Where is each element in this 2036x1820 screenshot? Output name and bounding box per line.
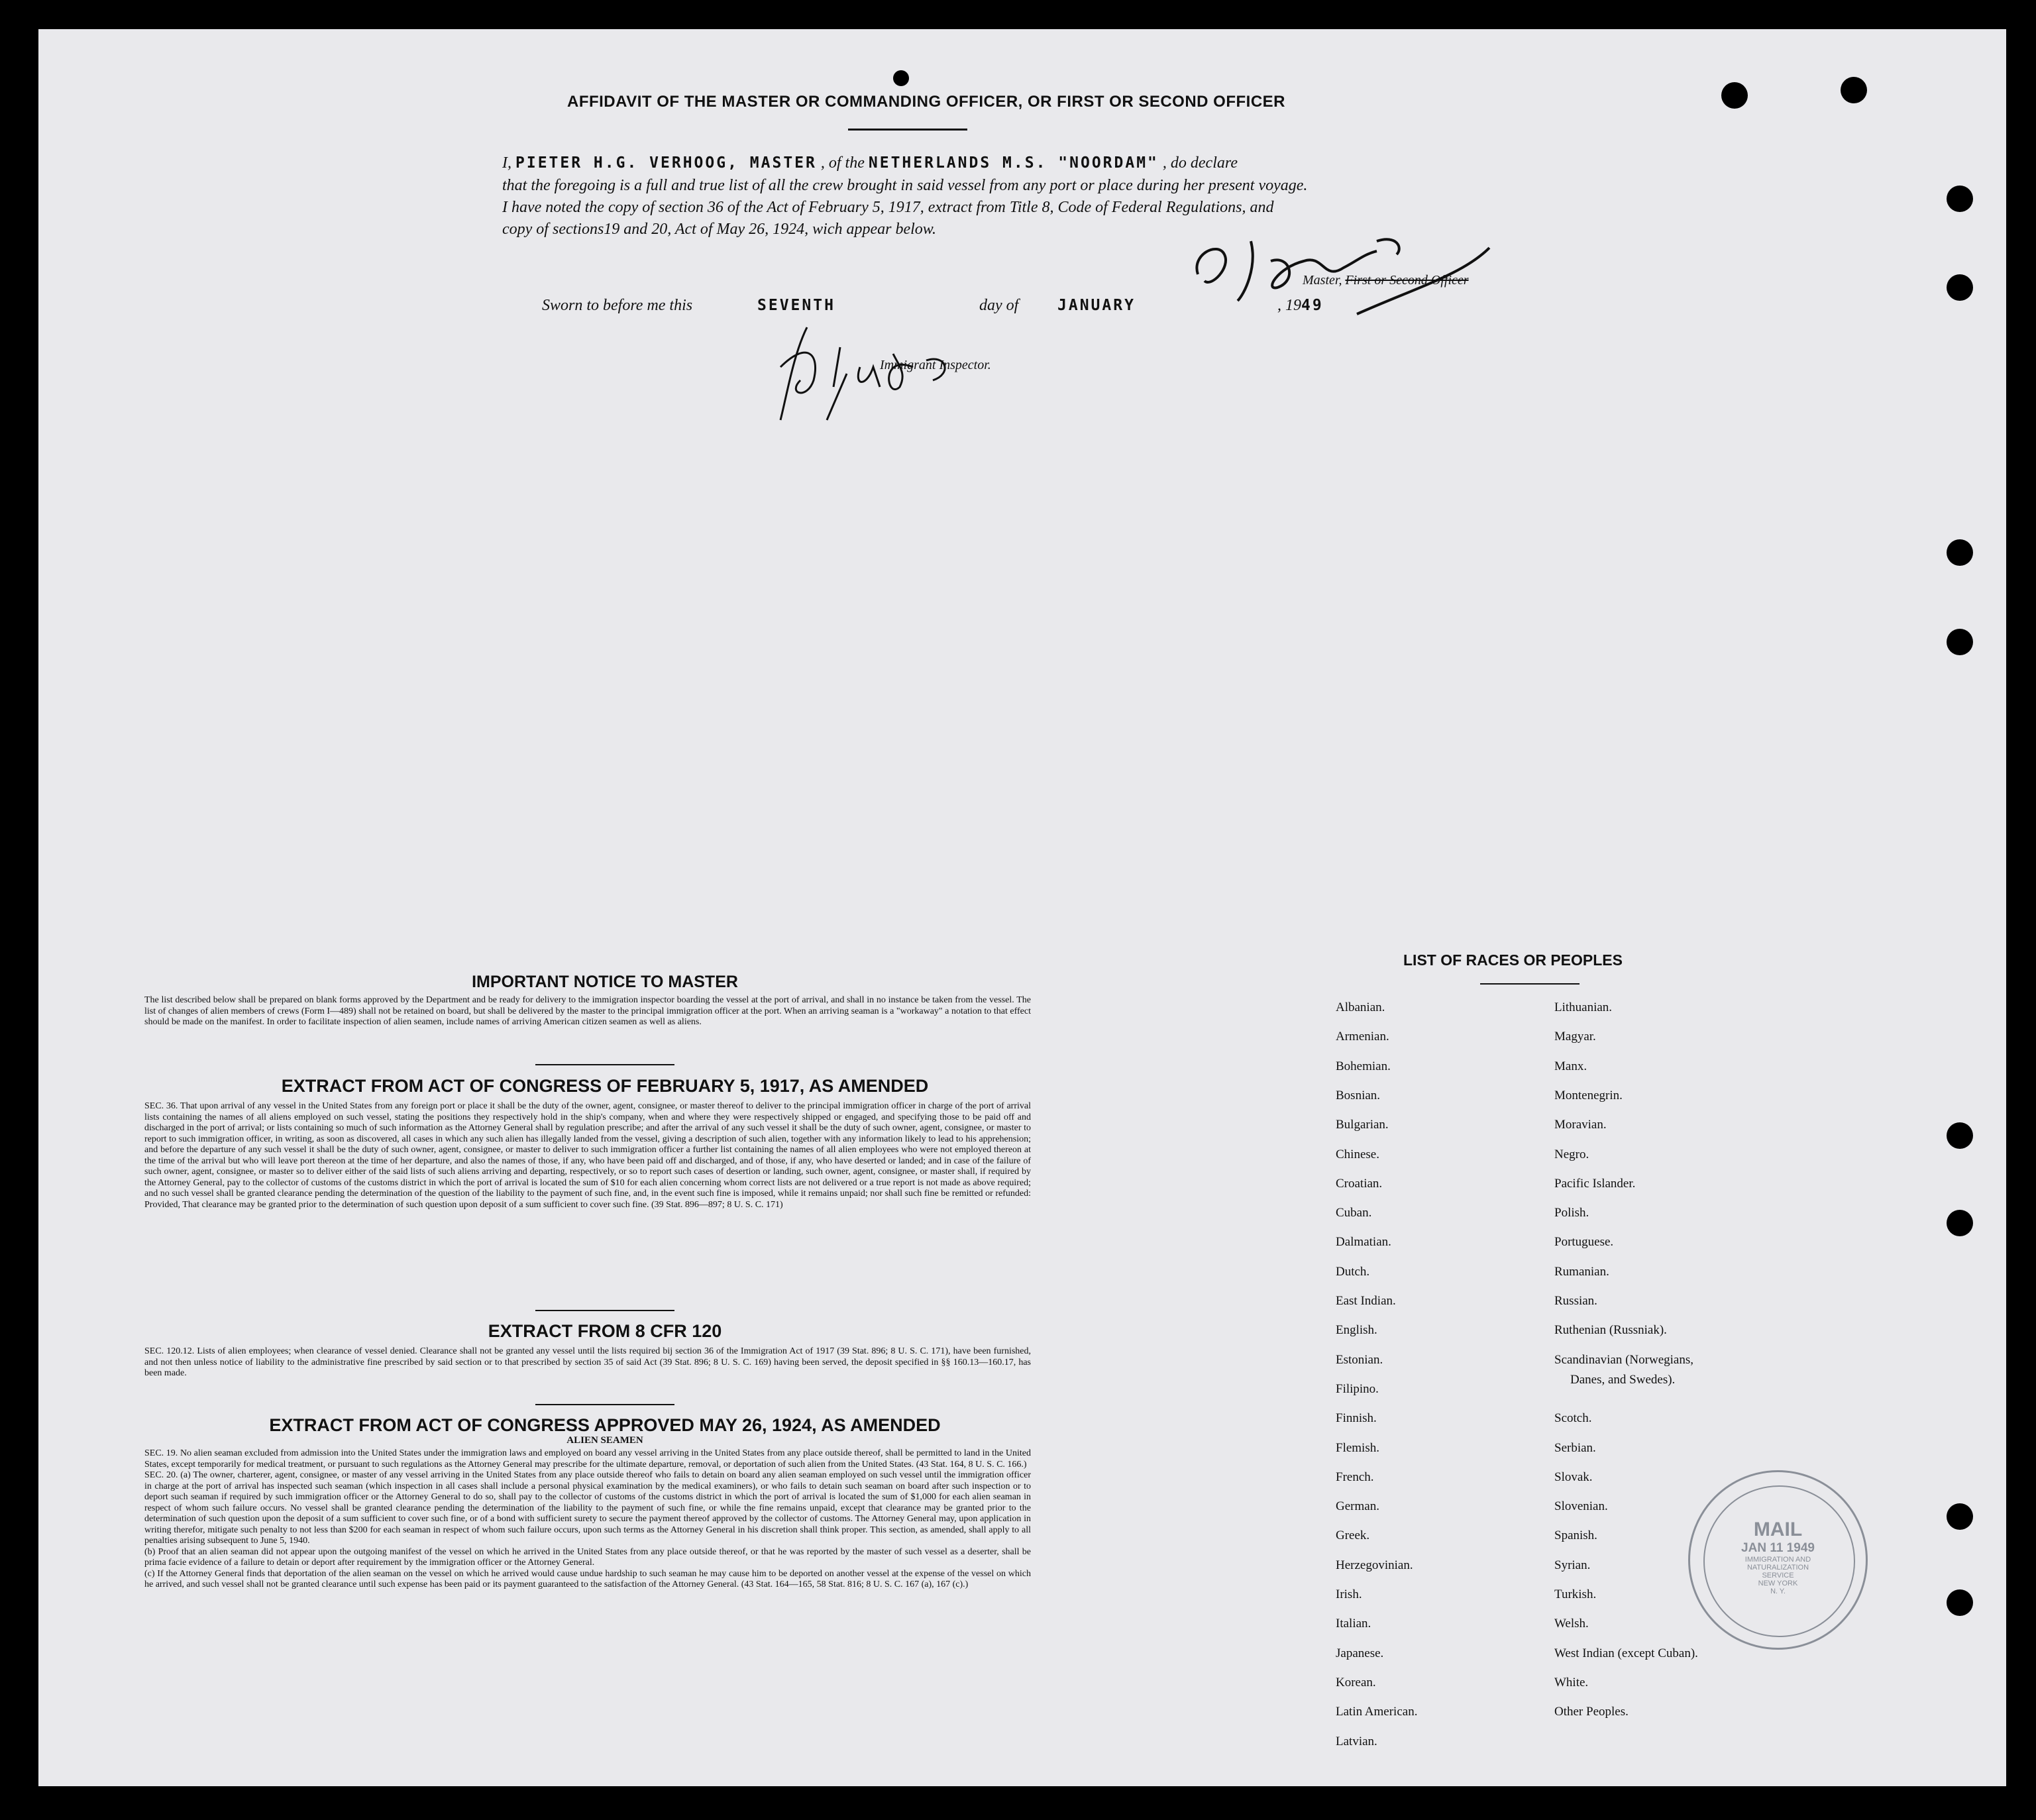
sec19-text: SEC. 19. No alien seaman excluded from admission into the United States under the immigration laws and employed on board any vessel arriving in the United States from any place outside thereof, shall be permitted to land in the United States, except temporarily for medical treatment, or pursuant to such regulations as the Attorney General may prescribe for the ultimate departure, removal, or deportation of such alien from the United States. (43 Stat. 164, 8 U. S. C. 166.) [144, 1448, 1031, 1470]
extract-1917-heading: EXTRACT FROM ACT OF CONGRESS OF FEBRUARY 5, 1917, AS AMENDED [281, 1076, 929, 1096]
punch-hole [1841, 77, 1867, 103]
stamp-date: JAN 11 1949 [1741, 1541, 1815, 1555]
race-item: Spanish. [1554, 1528, 1597, 1543]
stamp-agency-1: IMMIGRATION AND [1744, 1556, 1811, 1564]
punch-hole [1947, 1589, 1973, 1616]
sworn-day: SEVENTH [757, 297, 835, 314]
stamp-state: N. Y. [1770, 1587, 1786, 1595]
divider [1480, 983, 1580, 985]
notice-body: The list described below shall be prepared on blank forms approved by the Department and be ready for delivery to the immigration inspector boarding the vessel at the port of arrival, and shall in no instance be taken from the vessel. The list of changes of alien members of crews (Form I—489) shall not be retained on board, but shall be delivered by the master to the principal immigration officer at the port. When an arriving seaman is a "workaway" a notation to that effect should be made on the manifest. In order to facilitate inspection of alien seamen, include names of arriving American citizen seamen as well as aliens. [144, 995, 1031, 1027]
race-item: Greek. [1336, 1528, 1370, 1543]
race-item: Italian. [1336, 1617, 1371, 1631]
race-item: Latvian. [1336, 1734, 1377, 1748]
sworn-month: JANUARY [1057, 297, 1136, 314]
punch-hole [1947, 186, 1973, 212]
race-item: Latin American. [1336, 1705, 1418, 1719]
punch-hole [1947, 539, 1973, 566]
divider [848, 129, 967, 131]
race-item: Polish. [1554, 1206, 1589, 1220]
race-item: Montenegrin. [1554, 1088, 1623, 1102]
race-item: Manx. [1554, 1059, 1587, 1073]
race-item: Other Peoples. [1554, 1705, 1629, 1719]
race-item: Welsh. [1554, 1617, 1589, 1631]
race-item: Bohemian. [1336, 1059, 1391, 1073]
race-item: Slovak. [1554, 1470, 1593, 1484]
race-item: Scandinavian (Norwegians, [1554, 1352, 1693, 1367]
race-item: Lithuanian. [1554, 1000, 1613, 1014]
race-item: Magyar. [1554, 1030, 1596, 1044]
races-heading: LIST OF RACES OR PEOPLES [1403, 951, 1623, 969]
signature-title: Master, First or Second Officer [1303, 273, 1469, 288]
punch-hole [1947, 1503, 1973, 1530]
race-item: Russian. [1554, 1294, 1597, 1308]
divider [535, 1064, 674, 1065]
race-item: Cuban. [1336, 1206, 1372, 1220]
race-item: Dalmatian. [1336, 1235, 1391, 1250]
race-item: Slovenian. [1554, 1499, 1608, 1514]
race-item: East Indian. [1336, 1294, 1396, 1308]
sec20c-text: (c) If the Attorney General finds that deportation of the alien seaman on the vessel on which he arrived would cause undue hardship to such seaman he may cause him to be deported on another vessel at the expense of the vessel on which he arrived, and such vessel shall not be granted clearance until such expense has been paid or its payment guaranteed to the satisfaction of the Attorney General. (43 Stat. 164—165, 58 Stat. 816; 8 U. S. C. 167 (a), 167 (c).) [144, 1568, 1031, 1589]
declaration-line-3: I have noted the copy of section 36 of the Act of February 5, 1917, extract from Title 8, Code of Federal Regulations, and [502, 199, 1274, 216]
race-item: Syrian. [1554, 1558, 1591, 1572]
sworn-year: , 1949 [1277, 297, 1324, 314]
sworn-text: Sworn to before me this [542, 297, 693, 314]
race-item: Irish. [1336, 1587, 1362, 1601]
race-item: West Indian (except Cuban). [1554, 1646, 1698, 1660]
race-item: Portuguese. [1554, 1235, 1614, 1250]
race-item: Pacific Islander. [1554, 1176, 1636, 1191]
race-item: Bulgarian. [1336, 1118, 1389, 1132]
race-item: Filipino. [1336, 1381, 1379, 1396]
race-item: Scotch. [1554, 1411, 1592, 1426]
race-item: Flemish. [1336, 1440, 1379, 1455]
race-item: Albanian. [1336, 1000, 1385, 1014]
stamp-location: NEW YORK [1758, 1579, 1798, 1587]
race-item: Croatian. [1336, 1176, 1383, 1191]
race-item: Dutch. [1336, 1264, 1370, 1279]
race-item: Rumanian. [1554, 1264, 1609, 1279]
race-item: Bosnian. [1336, 1088, 1381, 1102]
race-item: Finnish. [1336, 1411, 1377, 1426]
race-item: Negro. [1554, 1147, 1589, 1161]
day-of-label: day of [979, 297, 1019, 314]
punch-hole [1947, 629, 1973, 655]
declaration-line-1: I, PIETER H.G. VERHOOG, MASTER , of the NETHERLANDS M.S. "NOORDAM" , do declare [502, 154, 1238, 172]
race-item: Ruthenian (Russniak). [1554, 1323, 1667, 1338]
race-item: English. [1336, 1323, 1377, 1338]
extract-1917-body: SEC. 36. That upon arrival of any vessel in the United States from any foreign port or place it shall be the duty of the owner, agent, consignee, or master thereof to deliver to the principal immigration officer in charge of the port of arrival lists containing the names of all aliens employed on such vessel, stating the positions they respectively hold in the ship's company, when and where they were respectively shipped or engaged, and specifying those to be paid off and discharged in the port of arrival; or lists containing so much of such information as the Attorney General shall by regulation prescribe; and after the arrival of any such vessel it shall be the duty of such owner, agent, consignee, or master to report to such immigration officer, in writing, as soon as discovered, all cases in which any such alien has illegally landed from the vessel, giving a description of such alien, together with any information likely to lead to his apprehension; and before the departure of any such vessel it shall be the duty of such owner, agent, consignee, or master to deliver to such immigration officer a further list containing the names of all alien employees who were not employed thereon at the time of the arrival but who will leave port thereon at the time of her departure, and also the names of those, if any, who have been paid off and discharged, and of those, if any, who have deserted or landed; and in case of the failure of such owner, agent, consignee, or master so to deliver either of the said lists of such aliens arriving and departing, respectively, or so to report such cases of desertion or landing, such owner, agent, consignee, or master shall, if required by the Attorney General, pay to the collector of customs of the customs district in which the port of arrival is located the sum of $10 for each alien concerning whom correct lists are not delivered or a true report is not made as above required; and no such vessel shall be granted clearance pending the determination of the question of the liability to the payment of such fine, and, in the event such fine is imposed, while it remains unpaid; nor shall such fine be remitted or refunded: Provided, That clearance may be granted prior to the determination of such question upon deposit of a sum sufficient to cover such fine. (39 Stat. 896—897; 8 U. S. C. 171) [144, 1101, 1031, 1210]
master-name: PIETER H.G. VERHOOG, MASTER [515, 154, 817, 172]
inspector-label: Immigrant Inspector. [880, 358, 991, 372]
race-item: Estonian. [1336, 1352, 1383, 1367]
extract-1924-body [144, 1448, 1031, 1591]
race-item: White. [1554, 1675, 1589, 1689]
sec20b-text: (b) Proof that an alien seaman did not appear upon the outgoing manifest of the vessel on which he arrived in the United States from any place outside thereof, or that he was reported by the master of such vessel as a deserter, shall be prima facie evidence of a failure to detain or deport after requirement by the immigration officer or the Attorney General. [144, 1546, 1031, 1568]
extract-1924-subheading: ALIEN SEAMEN [566, 1435, 643, 1446]
punch-hole [1947, 274, 1973, 301]
affidavit-title: AFFIDAVIT OF THE MASTER OR COMMANDING OFFICER, OR FIRST OR SECOND OFFICER [566, 93, 1286, 111]
sec20a-text: SEC. 20. (a) The owner, charterer, agent, consignee, or master of any vessel arriving in the United States from any place outside thereof who fails to detain on board any alien seaman employed on such vessel until the immigration officer in charge at the port of arrival has inspected such seaman (which inspection in all cases shall include a personal physical examination by the medical examiners), or who fails to detain such seaman on board after such inspection or to deport such seaman if required by such immigration officer or the Attorney General to do so, shall pay to the collector of customs of the customs district in which the port of arrival is located the sum of $1,000 for each alien seaman in respect of whom such failure occurs. No vessel shall be granted clearance pending the determination of the liability to the payment of such fine, or while the fine remains unpaid, except that clearance may be granted prior to the determination of such question upon the deposit of a sum sufficient to cover such fine, or of a bond with sufficient surety to secure the payment thereof approved by the collector of customs. The Attorney General may, upon application in writing therefor, mitigate such penalty to not less than $200 for each seaman in respect of whom such failure occurs, upon such terms as the Attorney General in his discretion shall think proper. This section, as amended, shall apply to all penalties arising subsequent to June 5, 1940. [144, 1470, 1031, 1546]
punch-hole [1947, 1210, 1973, 1236]
master-signature [1178, 215, 1496, 327]
document-sheet [38, 29, 2006, 1786]
race-item: Armenian. [1336, 1030, 1389, 1044]
stamp-agency-3: SERVICE [1762, 1572, 1794, 1579]
declaration-line-2: that the foregoing is a full and true list of all the crew brought in said vessel from any port or place during her present voyage. [502, 177, 1308, 194]
race-item: Danes, and Swedes). [1570, 1372, 1676, 1387]
declaration-line-4: copy of sections19 and 20, Act of May 26, 1924, wich appear below. [502, 221, 937, 238]
race-item: Serbian. [1554, 1440, 1596, 1455]
race-item: Turkish. [1554, 1587, 1597, 1601]
divider [535, 1310, 674, 1311]
stamp-mail: MAIL [1753, 1519, 1803, 1540]
notice-heading: IMPORTANT NOTICE TO MASTER [472, 973, 738, 991]
race-item: Herzegovinian. [1336, 1558, 1413, 1572]
extract-1924-heading: EXTRACT FROM ACT OF CONGRESS APPROVED MAY 26, 1924, AS AMENDED [269, 1415, 941, 1435]
race-item: Japanese. [1336, 1646, 1384, 1660]
punch-hole [893, 70, 909, 86]
punch-hole [1947, 1122, 1973, 1149]
race-item: French. [1336, 1470, 1374, 1484]
stamp-agency-2: NATURALIZATION [1746, 1564, 1809, 1572]
race-item: Korean. [1336, 1675, 1376, 1689]
divider [535, 1404, 674, 1405]
stamp-inner-ring [1703, 1485, 1855, 1637]
race-item: Chinese. [1336, 1147, 1379, 1161]
extract-cfr-body: SEC. 120.12. Lists of alien employees; when clearance of vessel denied. Clearance shall not be granted any vessel until the lists required bij section 36 of the Immigration Act of 1917 (39 Stat. 896; 8 U. S. C. 171), have been furnished, and not then unless notice of liability to the administrative fine prescribed by said section or to that prescribed by section 35 of said Act (39 Stat. 896; 8 U. S. C. 169) having been served, the deposit specified in §§ 160.13—160.17, has been made. [144, 1346, 1031, 1378]
vessel-name: NETHERLANDS M.S. "NOORDAM" [868, 154, 1159, 172]
extract-cfr-heading: EXTRACT FROM 8 CFR 120 [488, 1321, 722, 1341]
race-item: German. [1336, 1499, 1379, 1514]
race-item: Moravian. [1554, 1118, 1607, 1132]
mail-stamp [1688, 1470, 1868, 1650]
